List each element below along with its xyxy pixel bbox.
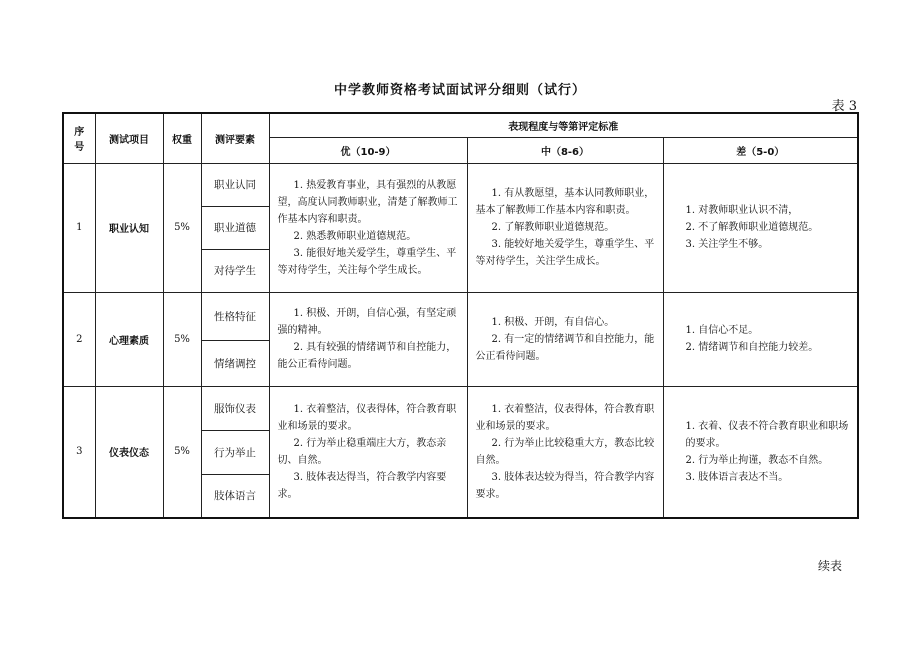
desc-line: 2. 行为举止稳重端庄大方，教态亲切、自然。 [277,437,447,466]
medium-desc [467,386,663,518]
header-weight: 权重 [163,113,201,163]
element-cell: 职业认同 [201,163,269,206]
desc-line: 3. 肢体表达较为得当，符合教学内容要求。 [475,471,655,500]
header-seq: 序号 [63,113,95,163]
desc-line: 1. 积极、开朗，自信心强，有坚定顽强的精神。 [277,308,457,336]
header-poor: 差（5-0） [663,137,858,163]
page-title: 中学教师资格考试面试评分细则（试行） [333,83,586,98]
desc-line: 1. 衣着整洁，仪表得体，符合教育职业和场景的要求。 [475,403,655,432]
table-label: 表 3 [831,99,857,114]
desc-line: 2. 有一定的情绪调节和自控能力，能公正看待问题。 [475,333,655,362]
row-weight: 5% [163,292,201,386]
desc-line: 2. 行为举止拘谨，教态不自然。 [685,454,829,466]
element-cell: 肢体语言 [201,474,269,518]
row-item: 职业认知 [95,163,163,292]
desc-line: 3. 肢体表达得当，符合教学内容要求。 [277,471,447,500]
desc-line: 2. 了解教师职业道德规范。 [491,222,615,233]
desc-line: 1. 有从教愿望，基本认同教师职业，基本了解教师工作基本内容和职责。 [475,188,655,216]
row-seq: 2 [63,292,95,386]
element-cell: 性格特征 [201,292,269,340]
poor-desc [663,386,858,518]
desc-line: 1. 热爱教育事业，具有强烈的从教愿望，高度认同教师职业，清楚了解教师工作基本内容和职责。 [277,179,458,225]
element-cell: 服饰仪表 [201,386,269,430]
excellent-desc [269,292,467,386]
poor-desc [663,163,858,292]
excellent-desc [269,163,467,292]
excellent-desc [269,386,467,518]
row-weight: 5% [163,163,201,292]
desc-line: 1. 对教师职业认识不清， [685,205,799,216]
desc-line: 3. 能很好地关爱学生，尊重学生、平等对待学生，关注每个学生成长。 [277,247,457,276]
row-item: 心理素质 [95,292,163,386]
desc-line: 2. 熟悉教师职业道德规范。 [293,230,417,242]
desc-line: 2. 具有较强的情绪调节和自控能力，能公正看待问题。 [277,342,457,370]
header-item: 测试项目 [95,113,163,163]
medium-desc [467,292,663,386]
desc-line: 2. 不了解教师职业道德规范。 [685,222,819,233]
desc-line: 1. 衣着、仪表不符合教育职业和职场的要求。 [685,420,849,449]
desc-line: 2. 情绪调节和自控能力较差。 [685,342,819,353]
poor-desc [663,292,858,386]
header-element: 测评要素 [201,113,269,163]
row-weight: 5% [163,386,201,518]
medium-desc [467,163,663,292]
scoring-table [62,112,859,519]
desc-line: 3. 肢体语言表达不当。 [685,471,789,483]
row-seq: 1 [63,163,95,292]
continued-label: 续表 [817,559,842,573]
element-cell: 行为举止 [201,430,269,474]
desc-line: 3. 能较好地关爱学生，尊重学生、平等对待学生，关注学生成长。 [475,239,655,267]
desc-line: 1. 自信心不足。 [685,325,759,336]
header-standard: 表现程度与等第评定标准 [269,113,858,137]
header-excellent: 优（10-9） [269,137,467,163]
row-seq: 3 [63,386,95,518]
desc-line: 1. 积极、开朗，有自信心。 [491,316,615,328]
element-cell: 职业道德 [201,206,269,249]
row-item: 仪表仪态 [95,386,163,518]
desc-line: 1. 衣着整洁，仪表得体，符合教育职业和场景的要求。 [277,403,457,432]
desc-line: 3. 关注学生不够。 [685,239,769,250]
desc-line: 2. 行为举止比较稳重大方，教态比较自然。 [475,437,655,466]
element-cell: 对待学生 [201,249,269,292]
element-cell: 情绪调控 [201,340,269,386]
header-medium: 中（8-6） [467,137,663,163]
